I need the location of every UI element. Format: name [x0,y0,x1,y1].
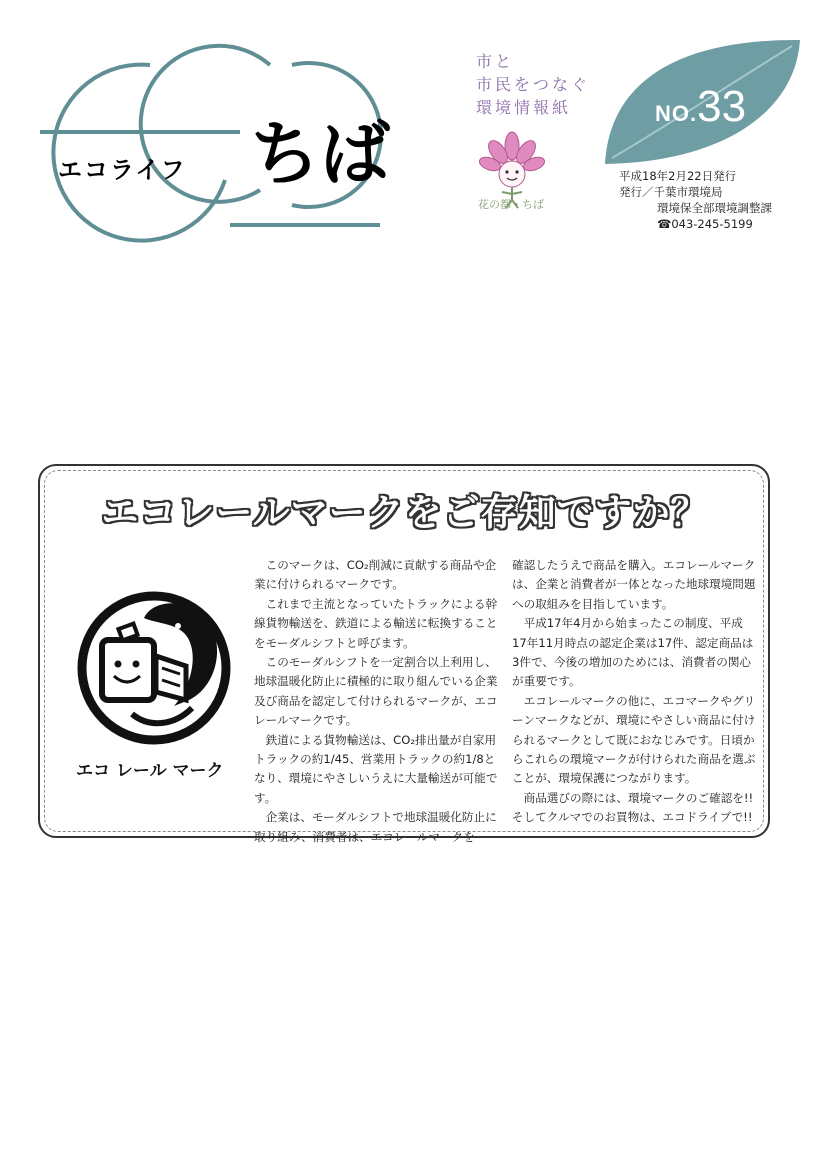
paragraph: 商品選びの際には、環境マークのご確認を!! そしてクルマでのお買物は、エコドライブで!! [512,790,754,825]
tagline [476,50,590,119]
article-column-2 [512,556,757,828]
logo-sub-text: エコライフ [58,156,187,184]
article-column-1 [254,556,502,847]
issue-number [655,82,746,132]
tagline-line-2: 市民をつなぐ [476,75,591,94]
mascot-caption: 花の都・ちば [478,198,544,211]
eco-rail-mark-icon [74,588,234,748]
issue-value: 33 [697,82,747,131]
logo-main-text: ちば [250,113,390,195]
paragraph: 企業は、モーダルシフトで地球温暖化防止に取り組み、消費者は、エコレールマークを [254,810,497,844]
article-headline: エコレールマークをご存知ですか？ [101,491,709,534]
pub-date: 平成18年2月22日発行 [619,169,737,183]
publisher-phone: ☎043-245-5199 [657,217,753,231]
eco-rail-mark-label: エコ レール マーク [76,761,224,781]
paragraph: 確認したうえで商品を購入。エコレールマークは、企業と消費者が一体となった地球環境問題への取組みを目指しています。 [512,558,756,611]
tagline-line-3: 環境情報紙 [476,98,572,117]
paragraph: このマークは、CO₂削減に貢献する商品や企業に付けられるマークです。 [254,558,497,592]
issue-prefix: NO. [655,101,698,126]
logo-ring-1 [53,65,225,241]
paragraph: これまで主流となっていたトラックによる幹線貨物輸送を、鉄道による輸送に転換することをモーダルシフトと呼びます。 [254,596,498,650]
tagline-line-1: 市と [476,52,515,71]
paragraph: 鉄道による貨物輸送は、CO₂排出量が自家用トラックの約1/45、営業用トラックの約1/8となり、環境にやさしいうえに大量輸送が可能です。 [254,732,498,805]
paragraph: 平成17年4月から始まったこの制度、平成17年11月時点の認定企業は17件、認定商品は3件で、今後の増加のためには、消費者の関心が重要です。 [512,616,754,689]
paragraph: エコレールマークの他に、エコマークやグリーンマークなどが、環境にやさしい商品に付けられるマークとして既におなじみです。日頃からこれらの環境マークが付けられた商品を選ぶことが、環境保護につながります。 [512,693,756,786]
paragraph: このモーダルシフトを一定割合以上利用し、地球温暖化防止に積極的に取り組んでいる企業及び商品を認定して付けられるマークが、エコレールマークです。 [254,655,498,728]
eco-life-chiba-logo [30,40,450,250]
publisher-line-2: 環境保全部環境調整課 [657,201,772,215]
publisher-line-1: 発行／千葉市環境局 [619,185,723,199]
publication-info [619,168,772,232]
